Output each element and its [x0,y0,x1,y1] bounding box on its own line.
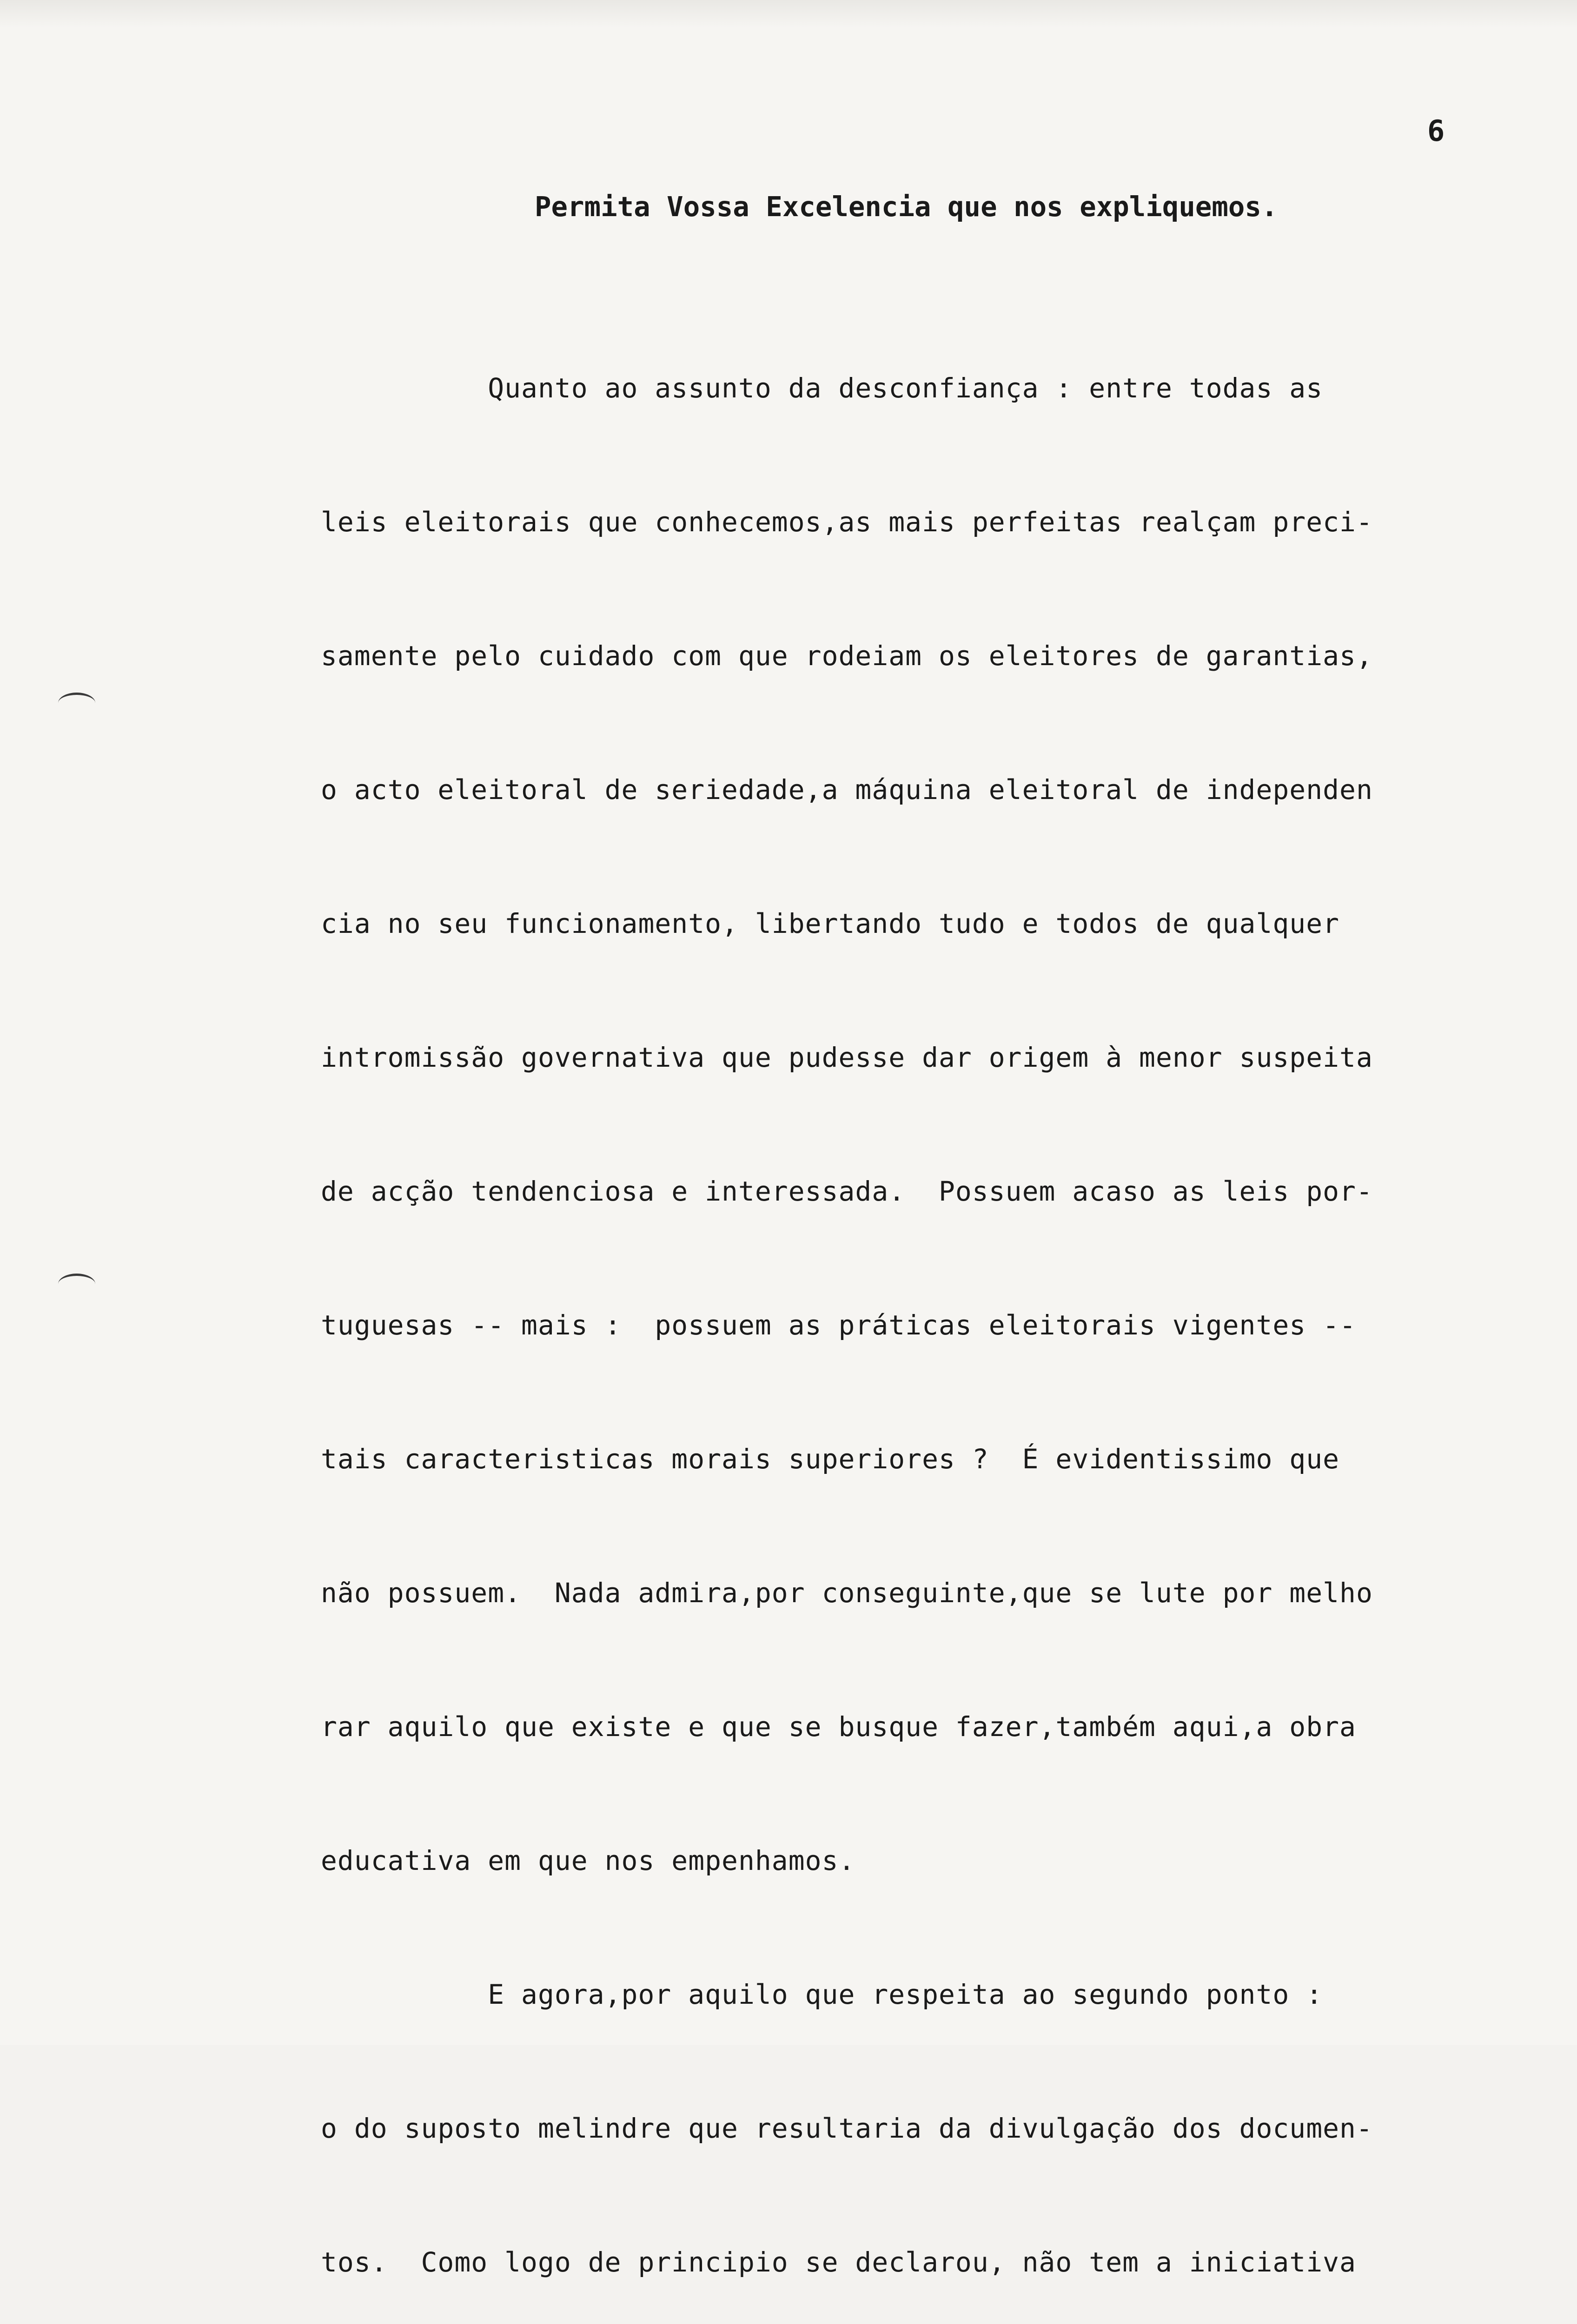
page-number: 6 [1427,114,1445,148]
text-line: de acção tendenciosa e interessada. Possuem acaso as leis por- [321,1175,1373,1207]
text-line: cia no seu funcionamento, libertando tudo e todos de qualquer [321,908,1340,939]
text-line: intromissão governativa que pudesse dar origem à menor suspeita [321,1042,1373,1073]
text-line: samente pelo cuidado com que rodeiam os eleitores de garantias, [321,640,1373,672]
body-text [321,277,1511,2324]
page-heading: Permita Vossa Excelencia que nos expliquemos. [535,191,1278,223]
text-line: Quanto ao assunto da desconfiança : entre todas as [321,372,1323,404]
text-line: rar aquilo que existe e que se busque fazer,também aqui,a obra [321,1711,1356,1743]
text-line: o acto eleitoral de seriedade,a máquina eleitoral de independen [321,774,1373,805]
text-line: tuguesas -- mais : possuem as práticas eleitorais vigentes -- [321,1309,1356,1341]
punch-mark-icon [58,693,95,713]
text-line: tos. Como logo de principio se declarou, não tem a iniciativa [321,2246,1356,2278]
text-line: o do suposto melindre que resultaria da divulgação dos documen- [321,2113,1373,2144]
text-line: não possuem. Nada admira,por conseguinte,que se lute por melho [321,1577,1373,1609]
punch-mark-icon [58,1274,95,1294]
text-line: E agora,por aquilo que respeita ao segundo ponto : [321,1979,1323,2010]
text-line: tais caracteristicas morais superiores ? É evidentissimo que [321,1443,1340,1475]
scan-edge-shading [0,0,1577,28]
text-line: educativa em que nos empenhamos. [321,1845,855,1876]
text-line: leis eleitorais que conhecemos,as mais perfeitas realçam preci- [321,506,1373,538]
